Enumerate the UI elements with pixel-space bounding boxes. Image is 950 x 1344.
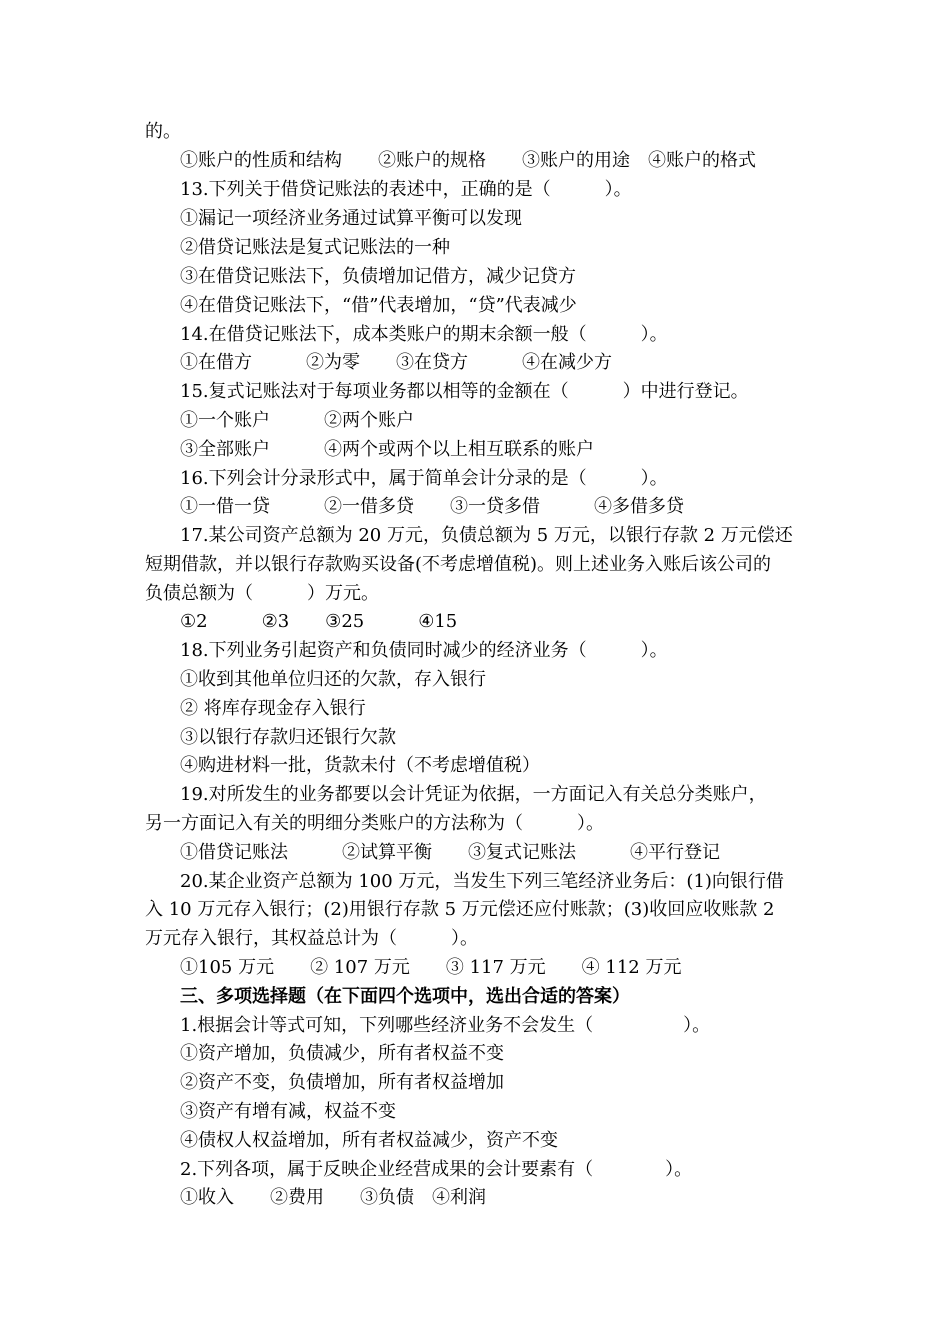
question-19: 19.对所发生的业务都要以会计凭证为依据，一方面记入有关总分类账户， xyxy=(180,784,767,805)
option-line: ③资产有增有减，权益不变 xyxy=(180,1101,396,1122)
option-line: ①资产增加，负债减少，所有者权益不变 xyxy=(180,1043,504,1064)
options-line: ①105 万元 ② 107 万元 ③ 117 万元 ④ 112 万元 xyxy=(180,957,682,978)
text-line: 另一方面记入有关的明细分类账户的方法称为（ ）。 xyxy=(145,813,604,834)
multi-question-2: 2.下列各项，属于反映企业经营成果的会计要素有（ ）。 xyxy=(180,1159,693,1180)
options-line: ①借贷记账法 ②试算平衡 ③复式记账法 ④平行登记 xyxy=(180,842,720,863)
options-line: ①账户的性质和结构 ②账户的规格 ③账户的用途 ④账户的格式 xyxy=(180,150,756,171)
multi-question-1: 1.根据会计等式可知，下列哪些经济业务不会发生（ ）。 xyxy=(180,1015,711,1036)
question-17: 17.某公司资产总额为 20 万元，负债总额为 5 万元，以银行存款 2 万元偿还 xyxy=(180,525,793,546)
question-16: 16.下列会计分录形式中，属于简单会计分录的是（ ）。 xyxy=(180,468,668,489)
option-line: ②借贷记账法是复式记账法的一种 xyxy=(180,237,450,258)
question-15: 15.复式记账法对于每项业务都以相等的金额在（ ）中进行登记。 xyxy=(180,381,749,402)
text-line: 万元存入银行，其权益总计为（ ）。 xyxy=(145,928,478,949)
text-line: 负债总额为（ ）万元。 xyxy=(145,583,379,604)
question-14: 14.在借贷记账法下，成本类账户的期末余额一般（ ）。 xyxy=(180,324,668,345)
option-line: ④购进材料一批，货款未付（不考虑增值税） xyxy=(180,755,540,776)
text-line: 入 10 万元存入银行；(2)用银行存款 5 万元偿还应付账款；(3)收回应收账款 2 xyxy=(145,899,775,920)
option-line: ②资产不变，负债增加，所有者权益增加 xyxy=(180,1072,504,1093)
option-line: ② 将库存现金存入银行 xyxy=(180,698,366,719)
option-line: ①漏记一项经济业务通过试算平衡可以发现 xyxy=(180,208,522,229)
option-line: ③在借贷记账法下，负债增加记借方，减少记贷方 xyxy=(180,266,576,287)
question-18: 18.下列业务引起资产和负债同时减少的经济业务（ ）。 xyxy=(180,640,668,661)
options-line: ①一借一贷 ②一借多贷 ③一贷多借 ④多借多贷 xyxy=(180,496,684,517)
options-line: ①一个账户 ②两个账户 xyxy=(180,410,414,431)
section-heading: 三、多项选择题（在下面四个选项中，选出合适的答案） xyxy=(180,986,630,1007)
options-line: ①收入 ②费用 ③负债 ④利润 xyxy=(180,1187,486,1208)
options-line: ①在借方 ②为零 ③在贷方 ④在减少方 xyxy=(180,352,612,373)
option-line: ①收到其他单位归还的欠款，存入银行 xyxy=(180,669,486,690)
option-line: ④在借贷记账法下，“借”代表增加，“贷”代表减少 xyxy=(180,295,577,316)
text-line: 的。 xyxy=(145,121,181,142)
question-13: 13.下列关于借贷记账法的表述中，正确的是（ ）。 xyxy=(180,179,632,200)
option-line: ④债权人权益增加，所有者权益减少，资产不变 xyxy=(180,1130,558,1151)
question-20: 20.某企业资产总额为 100 万元，当发生下列三笔经济业务后：(1)向银行借 xyxy=(180,871,784,892)
text-line: 短期借款，并以银行存款购买设备(不考虑增值税)。则上述业务入账后该公司的 xyxy=(145,554,772,575)
options-line: ①2 ②3 ③25 ④15 xyxy=(180,611,458,632)
options-line: ③全部账户 ④两个或两个以上相互联系的账户 xyxy=(180,439,594,460)
option-line: ③以银行存款归还银行欠款 xyxy=(180,727,396,748)
